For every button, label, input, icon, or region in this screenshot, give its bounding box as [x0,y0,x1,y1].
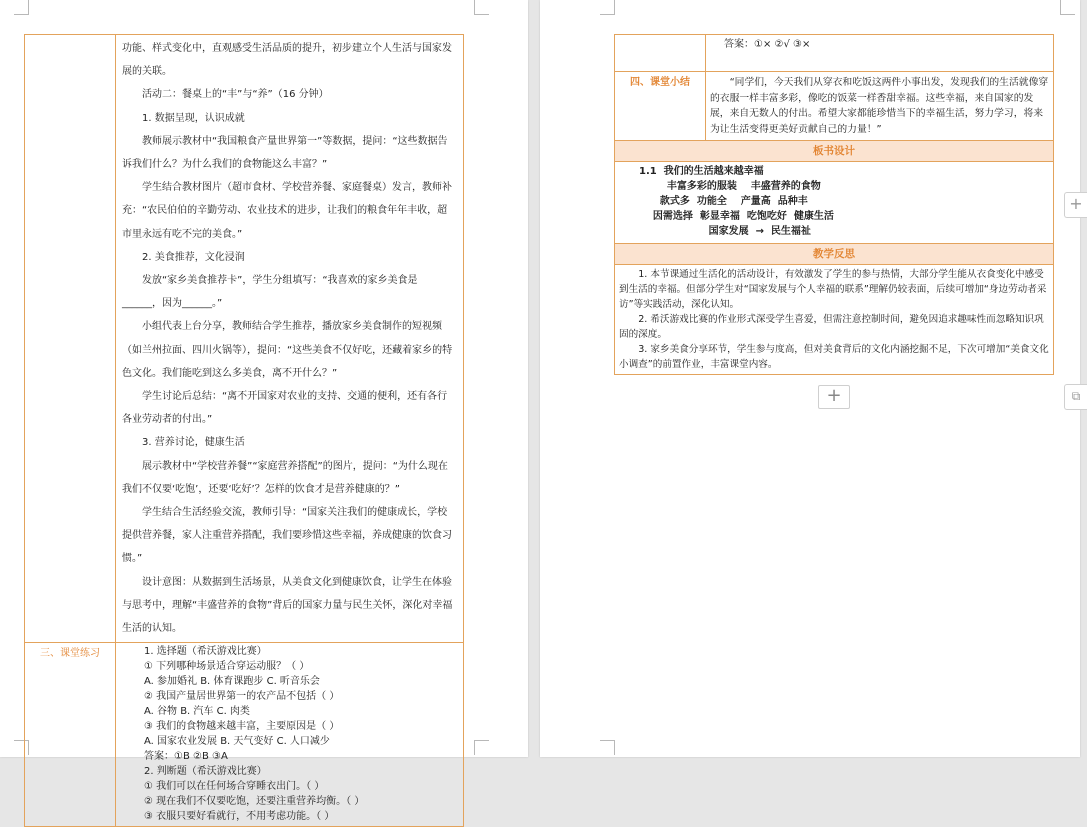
question-line: 2. 判断题（希沃游戏比赛） [144,766,267,778]
table-row [25,643,464,827]
step-heading: 2. 美食推荐，文化浸润 [142,251,245,263]
page-corner-mark [600,0,615,15]
question-line: ① 下列哪种场景适合穿运动服？（ ） [144,661,310,673]
table-row [615,141,1054,162]
table-row [25,35,464,643]
board-design-heading: 板书设计 [615,141,1054,162]
reflection-paragraph: 2. 希沃游戏比赛的作业形式深受学生喜爱，但需注意控制时间，避免因追求趣味性而忽略知识巩固的深度。 [619,314,1044,340]
page-corner-mark [14,0,29,15]
empty-label-cell [25,35,116,643]
table-row [615,162,1054,244]
paragraph: 教师展示教材中“我国粮食产量世界第一”等数据，提问：“这些数据告诉我们什么？为什么我们的食物能这么丰富？” [122,135,448,171]
practice-label: 三、课堂练习 [25,643,116,827]
side-tool-icon[interactable]: ⧉ [1064,384,1087,410]
summary-cell [706,72,1054,141]
paragraph: 发放“家乡美食推荐卡”，学生分组填写：“我喜欢的家乡美食是______，因为______。” [122,275,418,310]
table-row [615,35,1054,72]
table-row [615,265,1054,375]
question-line: ③ 衣服只要好看就行，不用考虑功能。（ ） [144,811,335,823]
page-corner-mark [1060,0,1075,15]
page-corner-mark [474,0,489,15]
page-corner-mark [600,740,615,755]
document-page-left [0,0,528,823]
summary-text: “同学们，今天我们从穿衣和吃饭这两件小事出发，发现我们的生活就像穿的衣服一样丰富多彩，像吃的饭菜一样香甜幸福。这些幸福，来自国家的发展，来自无数人的付出。希望大家都能珍惜当下的幸福生活，努力学习，将来为让生活变得更美好贡献自己的力量！” [710,77,1049,135]
board-line: 因需选择 彰显幸福 吃饱吃好 健康生活 [639,211,834,222]
reflection-heading: 教学反思 [615,244,1054,265]
question-line: ② 我国产量居世界第一的农产品不包括（ ） [144,691,340,703]
step-heading: 3. 营养讨论，健康生活 [142,437,245,449]
question-line: 1. 选择题（希沃游戏比赛） [144,646,267,658]
page-corner-mark [474,740,489,755]
table-row [615,244,1054,265]
practice-content-cell [116,643,464,827]
board-line: 款式多 功能全 产量高 品种丰 [639,196,808,207]
paragraph: 功能、样式变化中，直观感受生活品质的提升，初步建立个人生活与国家发展的关联。 [122,43,452,78]
paragraph: 展示教材中“学校营养餐”“家庭营养搭配”的图片，提问：“为什么现在我们不仅要‘吃饱’，还要‘吃好’？怎样的饮食才是营养健康的？” [122,460,448,495]
table-row [615,72,1054,141]
question-line: ② 现在我们不仅要吃饱，还要注重营养均衡。（ ） [144,796,365,808]
question-line: ① 我们可以在任何场合穿睡衣出门。（ ） [144,781,325,793]
document-page-right [540,0,1080,757]
answer-line: 答案：①B ②B ③A [144,751,228,763]
board-line: 1.1 我们的生活越来越幸福 [639,166,764,177]
question-line: A. 国家农业发展 B. 天气变好 C. 人口减少 [144,736,330,748]
paragraph: 学生讨论后总结：“离不开国家对农业的支持、交通的便利，还有各行各业劳动者的付出。” [122,391,448,426]
design-intent-paragraph: 设计意图：从数据到生活场景，从美食文化到健康饮食，让学生在体验与思考中，理解“丰盛营养的食物”背后的国家力量与民生关怀，深化对幸福生活的认知。 [122,576,453,635]
step-heading: 1. 数据呈现，认识成就 [142,112,245,124]
reflection-paragraph: 1. 本节课通过生活化的活动设计，有效激发了学生的参与热情，大部分学生能从衣食变化中感受到生活的幸福。但部分学生对“国家发展与个人幸福的联系”理解仍较表面，后续可增加“身边劳动者采访”等实践活动，深化认知。 [619,269,1047,310]
question-line: ③ 我们的食物越来越丰富，主要原因是（ ） [144,721,340,733]
question-line: A. 参加婚礼 B. 体育课跑步 C. 听音乐会 [144,676,320,688]
paragraph: 学生结合生活经验交流，教师引导：“国家关注我们的健康成长，学校提供营养餐，家人注重营养搭配，我们要珍惜这些幸福，养成健康的饮食习惯。” [122,507,452,565]
answer-cell [706,35,1054,72]
lesson-table-left [24,34,464,827]
side-add-button[interactable]: + [1064,192,1087,218]
paragraph: 学生结合教材图片（超市食材、学校营养餐、家庭餐桌）发言，教师补充：“农民伯伯的辛勤劳动、农业技术的进步，让我们的粮食年年丰收，超市里永远有吃不完的美食。” [122,182,452,240]
question-line: A. 谷物 B. 汽车 C. 肉类 [144,706,250,718]
lesson-table-right [614,34,1054,375]
board-line: 国家发展 → 民生福祉 [639,226,811,237]
reflection-paragraph: 3. 家乡美食分享环节，学生参与度高，但对美食背后的文化内涵挖掘不足，下次可增加“美食文化小调查”的前置作业，丰富课堂内容。 [619,344,1049,370]
add-page-button[interactable]: + [818,385,850,409]
board-design-cell [615,162,1054,244]
activity-heading: 活动二：餐桌上的“丰”与“养”（16 分钟） [142,89,329,101]
activity-content-cell [116,35,464,643]
empty-label-cell [615,35,706,72]
reflection-cell [615,265,1054,375]
summary-label: 四、课堂小结 [615,72,706,141]
board-line: 丰富多彩的服装 丰盛营养的食物 [639,181,821,192]
paragraph: 小组代表上台分享，教师结合学生推荐，播放家乡美食制作的短视频（如兰州拉面、四川火锅等），提问：“这些美食不仅好吃，还藏着家乡的特色文化。我们能吃到这么多美食，离不开什么？” [122,321,453,379]
answer-line: 答案：①× ②√ ③× [724,39,811,50]
